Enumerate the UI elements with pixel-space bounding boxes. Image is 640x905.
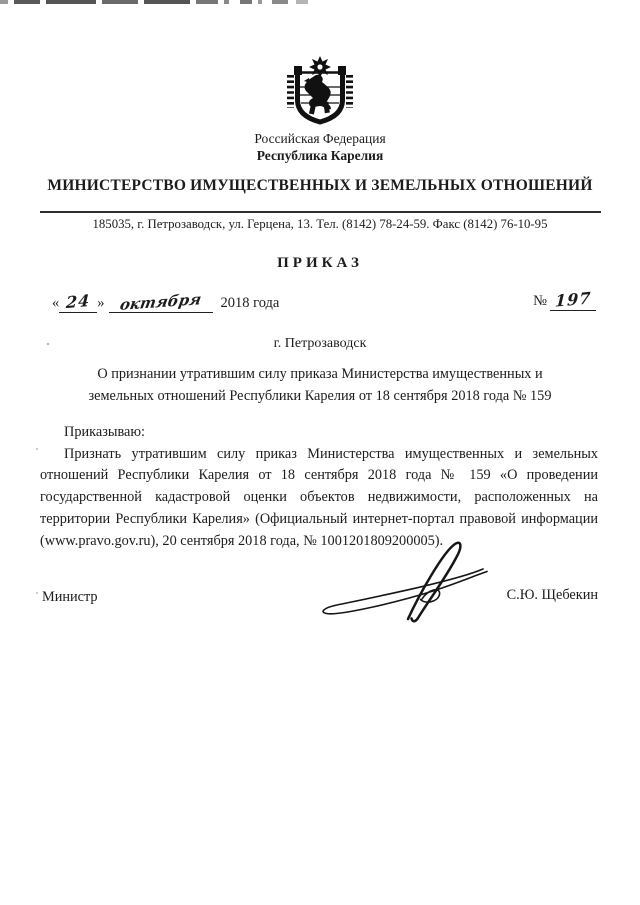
document-number-line [533,290,596,311]
handwritten-number: 197 [554,288,592,311]
year-text: 2018 года [220,295,280,311]
header-address: 185035, г. Петрозаводск, ул. Герцена, 13. Тел. (8142) 78-24-59. Факс (8142) 76-10-95 [92,217,548,231]
place-line: г. Петрозаводск [273,336,367,351]
karelia-coat-of-arms-icon [283,56,357,126]
header-divider [40,211,601,213]
order-text-block [40,422,598,552]
emblem-star [309,56,331,78]
date-line [52,292,279,313]
signer-name: С.Ю. Щебекин [506,587,598,603]
header-country: Российская Федерация [254,131,386,146]
order-intro: Приказываю: [64,424,146,440]
order-body: Признать утратившим силу приказ Министерства имущественных и земельных отношений Республики Карелия от 18 сентября 2018 года № 159 «О проведении государственной кадастровой оценки объектов недвижимости, расположенных на территории Республики Карелия» (Официальный интернет-портал правовой информации (www.pravo.gov.ru), 20 сентября 2018 года, № 1001201809200005). [40,445,598,549]
open-quote: « [52,295,60,311]
signature-icon [315,539,495,623]
month-blank [109,290,213,314]
header-region: Республика Карелия [256,148,384,163]
signer-position: Министр [42,589,98,605]
subject-line-1: О признании утратившим силу приказа Министерства имущественных и [97,366,543,382]
handwritten-day: 24 [65,290,91,313]
scan-noise-dot [36,592,38,594]
scan-artifact [0,0,312,4]
subject-line-2: земельных отношений Республики Карелия от 18 сентября 2018 года № 159 [88,387,552,404]
header-ministry: МИНИСТЕРСТВО ИМУЩЕСТВЕННЫХ И ЗЕМЕЛЬНЫХ ОТНОШЕНИЙ [47,177,593,194]
scan-noise-dot [36,448,38,450]
handwritten-month: октября [118,290,203,314]
subject-heading [0,364,640,407]
number-label: № [533,293,547,309]
day-blank [59,292,97,313]
number-blank [550,290,596,311]
close-quote: » [97,295,105,311]
document-title: ПРИКАЗ [277,255,363,271]
date-number-row [40,290,600,324]
